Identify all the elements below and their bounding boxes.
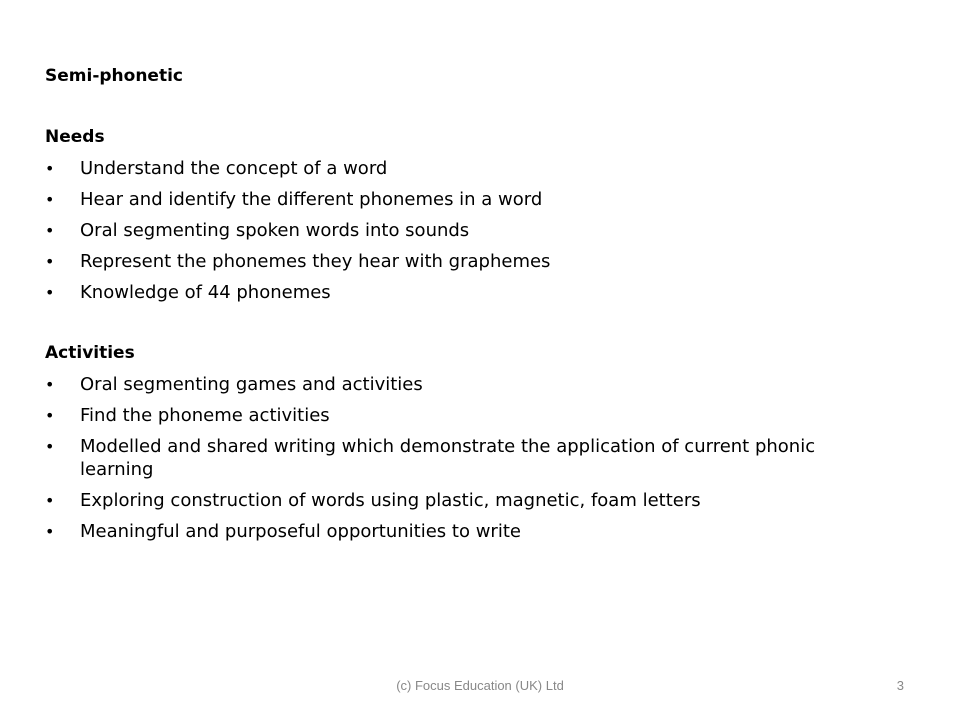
list-item: [45, 157, 875, 180]
list-item-text: Modelled and shared writing which demonstrate the application of current phonic learning: [80, 436, 816, 480]
needs-list: [45, 157, 875, 312]
list-item-text: Find the phoneme activities: [80, 405, 330, 426]
list-item: [45, 281, 875, 304]
list-item-text: Exploring construction of words using plastic, magnetic, foam letters: [80, 490, 701, 511]
bullet-icon: •: [45, 190, 55, 209]
list-item: [45, 404, 875, 427]
list-item-text: Understand the concept of a word: [80, 158, 388, 179]
list-item-text: Oral segmenting games and activities: [80, 374, 423, 395]
bullet-icon: •: [45, 522, 55, 541]
list-item: [45, 373, 875, 396]
list-item: [45, 520, 875, 543]
list-item-text: Oral segmenting spoken words into sounds: [80, 220, 470, 241]
bullet-icon: •: [45, 283, 55, 302]
bullet-icon: •: [45, 375, 55, 394]
list-item-text: Knowledge of 44 phonemes: [80, 282, 331, 303]
list-item-text: Represent the phonemes they hear with graphemes: [80, 251, 551, 272]
list-item-text: Meaningful and purposeful opportunities to write: [80, 521, 521, 542]
footer-copyright: (c) Focus Education (UK) Ltd: [396, 678, 564, 693]
page-number: 3: [896, 678, 904, 693]
bullet-icon: •: [45, 159, 55, 178]
list-item: [45, 489, 875, 512]
slide-title: Semi-phonetic: [45, 66, 183, 86]
activities-list: [45, 373, 875, 551]
list-item: [45, 250, 875, 273]
activities-heading: Activities: [45, 343, 135, 363]
bullet-icon: •: [45, 437, 55, 456]
list-item: [45, 219, 875, 242]
list-item-text: Hear and identify the different phonemes in a word: [80, 189, 543, 210]
needs-heading: Needs: [45, 127, 105, 147]
bullet-icon: •: [45, 406, 55, 425]
bullet-icon: •: [45, 252, 55, 271]
list-item: [45, 188, 875, 211]
bullet-icon: •: [45, 491, 55, 510]
list-item: [45, 435, 875, 481]
bullet-icon: •: [45, 221, 55, 240]
